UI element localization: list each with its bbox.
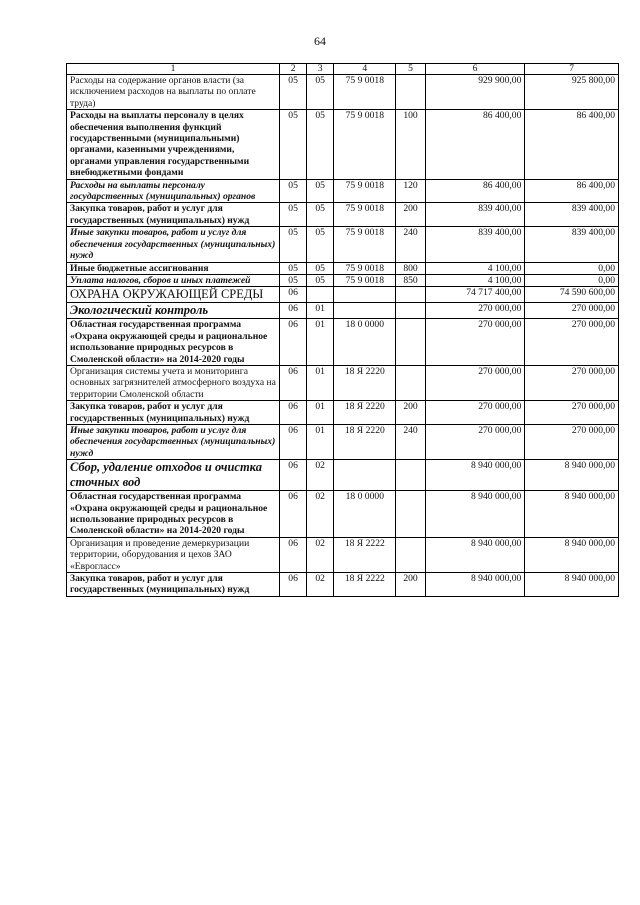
subsection-code-cell: 05 [307,262,334,274]
row-name-cell: Расходы на выплаты персоналу в целях обеспечения выполнения функций государственными (муниципальными) органами, казенными учреждениями, органами управления государственными внебюджетными фондами [67,110,280,179]
section-code-cell: 06 [280,319,307,366]
amount-2020-cell: 86 400,00 [525,179,619,203]
amount-2020-cell: 8 940 000,00 [525,537,619,572]
row-name-cell: Иные закупки товаров, работ и услуг для обеспечения государственных (муниципальных) нужд [67,424,280,459]
expense-type-cell: 800 [396,262,425,274]
row-name-cell: Организация и проведение демеркуризации территории, оборудования и цехов ЗАО «Еврогласс» [67,537,280,572]
amount-2019-cell: 4 100,00 [425,262,525,274]
expense-type-cell: 120 [396,179,425,203]
expense-type-cell: 200 [396,401,425,425]
subsection-code-cell: 05 [307,110,334,179]
expense-type-cell [396,287,425,303]
amount-2019-cell: 270 000,00 [425,365,525,400]
amount-2020-cell: 8 940 000,00 [525,491,619,538]
amount-2019-cell: 270 000,00 [425,303,525,319]
row-name-cell: ОХРАНА ОКРУЖАЮЩЕЙ СРЕДЫ [67,287,280,303]
column-header: 3 [307,64,334,75]
amount-2019-cell: 270 000,00 [425,319,525,366]
amount-2019-cell: 270 000,00 [425,424,525,459]
section-code-cell: 06 [280,401,307,425]
amount-2019-cell: 4 100,00 [425,274,525,286]
subsection-code-cell: 02 [307,460,334,491]
amount-2019-cell: 74 717 400,00 [425,287,525,303]
expense-type-cell [396,460,425,491]
target-article-cell: 75 9 0018 [334,203,396,227]
section-code-cell: 06 [280,365,307,400]
amount-2019-cell: 839 400,00 [425,227,525,262]
table-row [67,491,619,538]
subsection-code-cell: 05 [307,203,334,227]
subsection-code-cell: 02 [307,573,334,597]
amount-2019-cell: 839 400,00 [425,203,525,227]
amount-2020-cell: 74 590 600,00 [525,287,619,303]
amount-2020-cell: 0,00 [525,274,619,286]
subsection-code-cell: 01 [307,424,334,459]
amount-2019-cell: 8 940 000,00 [425,537,525,572]
column-header: 2 [280,64,307,75]
table-row [67,424,619,459]
subsection-code-cell: 01 [307,365,334,400]
target-article-cell: 18 Я 2222 [334,573,396,597]
amount-2019-cell: 270 000,00 [425,401,525,425]
amount-2019-cell: 86 400,00 [425,179,525,203]
row-name-cell: Областная государственная программа «Охрана окружающей среды и рациональное использование природных ресурсов в Смоленской области» на 2014-2020 годы [67,319,280,366]
amount-2019-cell: 929 900,00 [425,75,525,110]
table-row [67,573,619,597]
amount-2020-cell: 270 000,00 [525,303,619,319]
amount-2020-cell: 925 800,00 [525,75,619,110]
expense-type-cell [396,365,425,400]
amount-2019-cell: 8 940 000,00 [425,491,525,538]
amount-2020-cell: 270 000,00 [525,319,619,366]
amount-2020-cell: 270 000,00 [525,401,619,425]
expense-type-cell: 240 [396,424,425,459]
table-row [67,401,619,425]
expense-type-cell: 240 [396,227,425,262]
row-name-cell: Расходы на выплаты персоналу государственных (муниципальных) органов [67,179,280,203]
target-article-cell: 18 Я 2220 [334,401,396,425]
subsection-code-cell: 05 [307,75,334,110]
amount-2019-cell: 8 940 000,00 [425,573,525,597]
row-name-cell: Организация системы учета и мониторинга основных загрязнителей атмосферного воздуха на территории Смоленской области [67,365,280,400]
section-code-cell: 05 [280,110,307,179]
section-code-cell: 06 [280,287,307,303]
section-code-cell: 06 [280,424,307,459]
table-row [67,287,619,303]
target-article-cell [334,287,396,303]
subsection-code-cell: 05 [307,227,334,262]
column-header: 5 [396,64,425,75]
amount-2020-cell: 86 400,00 [525,110,619,179]
target-article-cell: 18 0 0000 [334,491,396,538]
table-row [67,179,619,203]
table-row [67,110,619,179]
subsection-code-cell: 02 [307,537,334,572]
table-row [67,319,619,366]
section-code-cell: 05 [280,227,307,262]
budget-table [66,63,619,597]
section-code-cell: 06 [280,537,307,572]
section-code-cell: 05 [280,75,307,110]
expense-type-cell [396,303,425,319]
table-row [67,365,619,400]
target-article-cell [334,303,396,319]
target-article-cell: 75 9 0018 [334,262,396,274]
table-row [67,203,619,227]
target-article-cell [334,460,396,491]
target-article-cell: 18 Я 2220 [334,424,396,459]
expense-type-cell: 850 [396,274,425,286]
target-article-cell: 75 9 0018 [334,227,396,262]
target-article-cell: 18 Я 2220 [334,365,396,400]
target-article-cell: 75 9 0018 [334,110,396,179]
row-name-cell: Экологический контроль [67,303,280,319]
row-name-cell: Иные бюджетные ассигнования [67,262,280,274]
row-name-cell: Областная государственная программа «Охрана окружающей среды и рациональное использование природных ресурсов в Смоленской области» на 2014-2020 годы [67,491,280,538]
expense-type-cell: 200 [396,573,425,597]
subsection-code-cell [307,287,334,303]
amount-2020-cell: 8 940 000,00 [525,460,619,491]
row-name-cell: Уплата налогов, сборов и иных платежей [67,274,280,286]
column-header: 6 [425,64,525,75]
section-code-cell: 06 [280,460,307,491]
table-header-row [67,64,619,75]
amount-2020-cell: 270 000,00 [525,424,619,459]
section-code-cell: 05 [280,179,307,203]
subsection-code-cell: 05 [307,274,334,286]
row-name-cell: Закупка товаров, работ и услуг для государственных (муниципальных) нужд [67,573,280,597]
target-article-cell: 18 0 0000 [334,319,396,366]
page-number: 64 [314,34,326,48]
row-name-cell: Иные закупки товаров, работ и услуг для обеспечения государственных (муниципальных) нужд [67,227,280,262]
column-header: 4 [334,64,396,75]
expense-type-cell: 100 [396,110,425,179]
target-article-cell: 18 Я 2222 [334,537,396,572]
expense-type-cell [396,537,425,572]
section-code-cell: 05 [280,274,307,286]
amount-2020-cell: 0,00 [525,262,619,274]
table-row [67,460,619,491]
section-code-cell: 05 [280,262,307,274]
expense-type-cell [396,491,425,538]
expense-type-cell: 200 [396,203,425,227]
section-code-cell: 06 [280,491,307,538]
table-row [67,537,619,572]
amount-2020-cell: 839 400,00 [525,227,619,262]
subsection-code-cell: 01 [307,401,334,425]
row-name-cell: Закупка товаров, работ и услуг для государственных (муниципальных) нужд [67,203,280,227]
amount-2020-cell: 270 000,00 [525,365,619,400]
subsection-code-cell: 01 [307,303,334,319]
table-row [67,303,619,319]
column-header: 1 [67,64,280,75]
amount-2020-cell: 8 940 000,00 [525,573,619,597]
table-row [67,274,619,286]
amount-2020-cell: 839 400,00 [525,203,619,227]
subsection-code-cell: 05 [307,179,334,203]
table-row [67,262,619,274]
table-row [67,75,619,110]
row-name-cell: Сбор, удаление отходов и очистка сточных вод [67,460,280,491]
row-name-cell: Расходы на содержание органов власти (за исключением расходов на выплаты по оплате труда) [67,75,280,110]
section-code-cell: 05 [280,203,307,227]
expense-type-cell [396,75,425,110]
table-row [67,227,619,262]
target-article-cell: 75 9 0018 [334,274,396,286]
section-code-cell: 06 [280,573,307,597]
section-code-cell: 06 [280,303,307,319]
subsection-code-cell: 02 [307,491,334,538]
subsection-code-cell: 01 [307,319,334,366]
column-header: 7 [525,64,619,75]
expense-type-cell [396,319,425,366]
amount-2019-cell: 86 400,00 [425,110,525,179]
amount-2019-cell: 8 940 000,00 [425,460,525,491]
target-article-cell: 75 9 0018 [334,179,396,203]
target-article-cell: 75 9 0018 [334,75,396,110]
row-name-cell: Закупка товаров, работ и услуг для государственных (муниципальных) нужд [67,401,280,425]
